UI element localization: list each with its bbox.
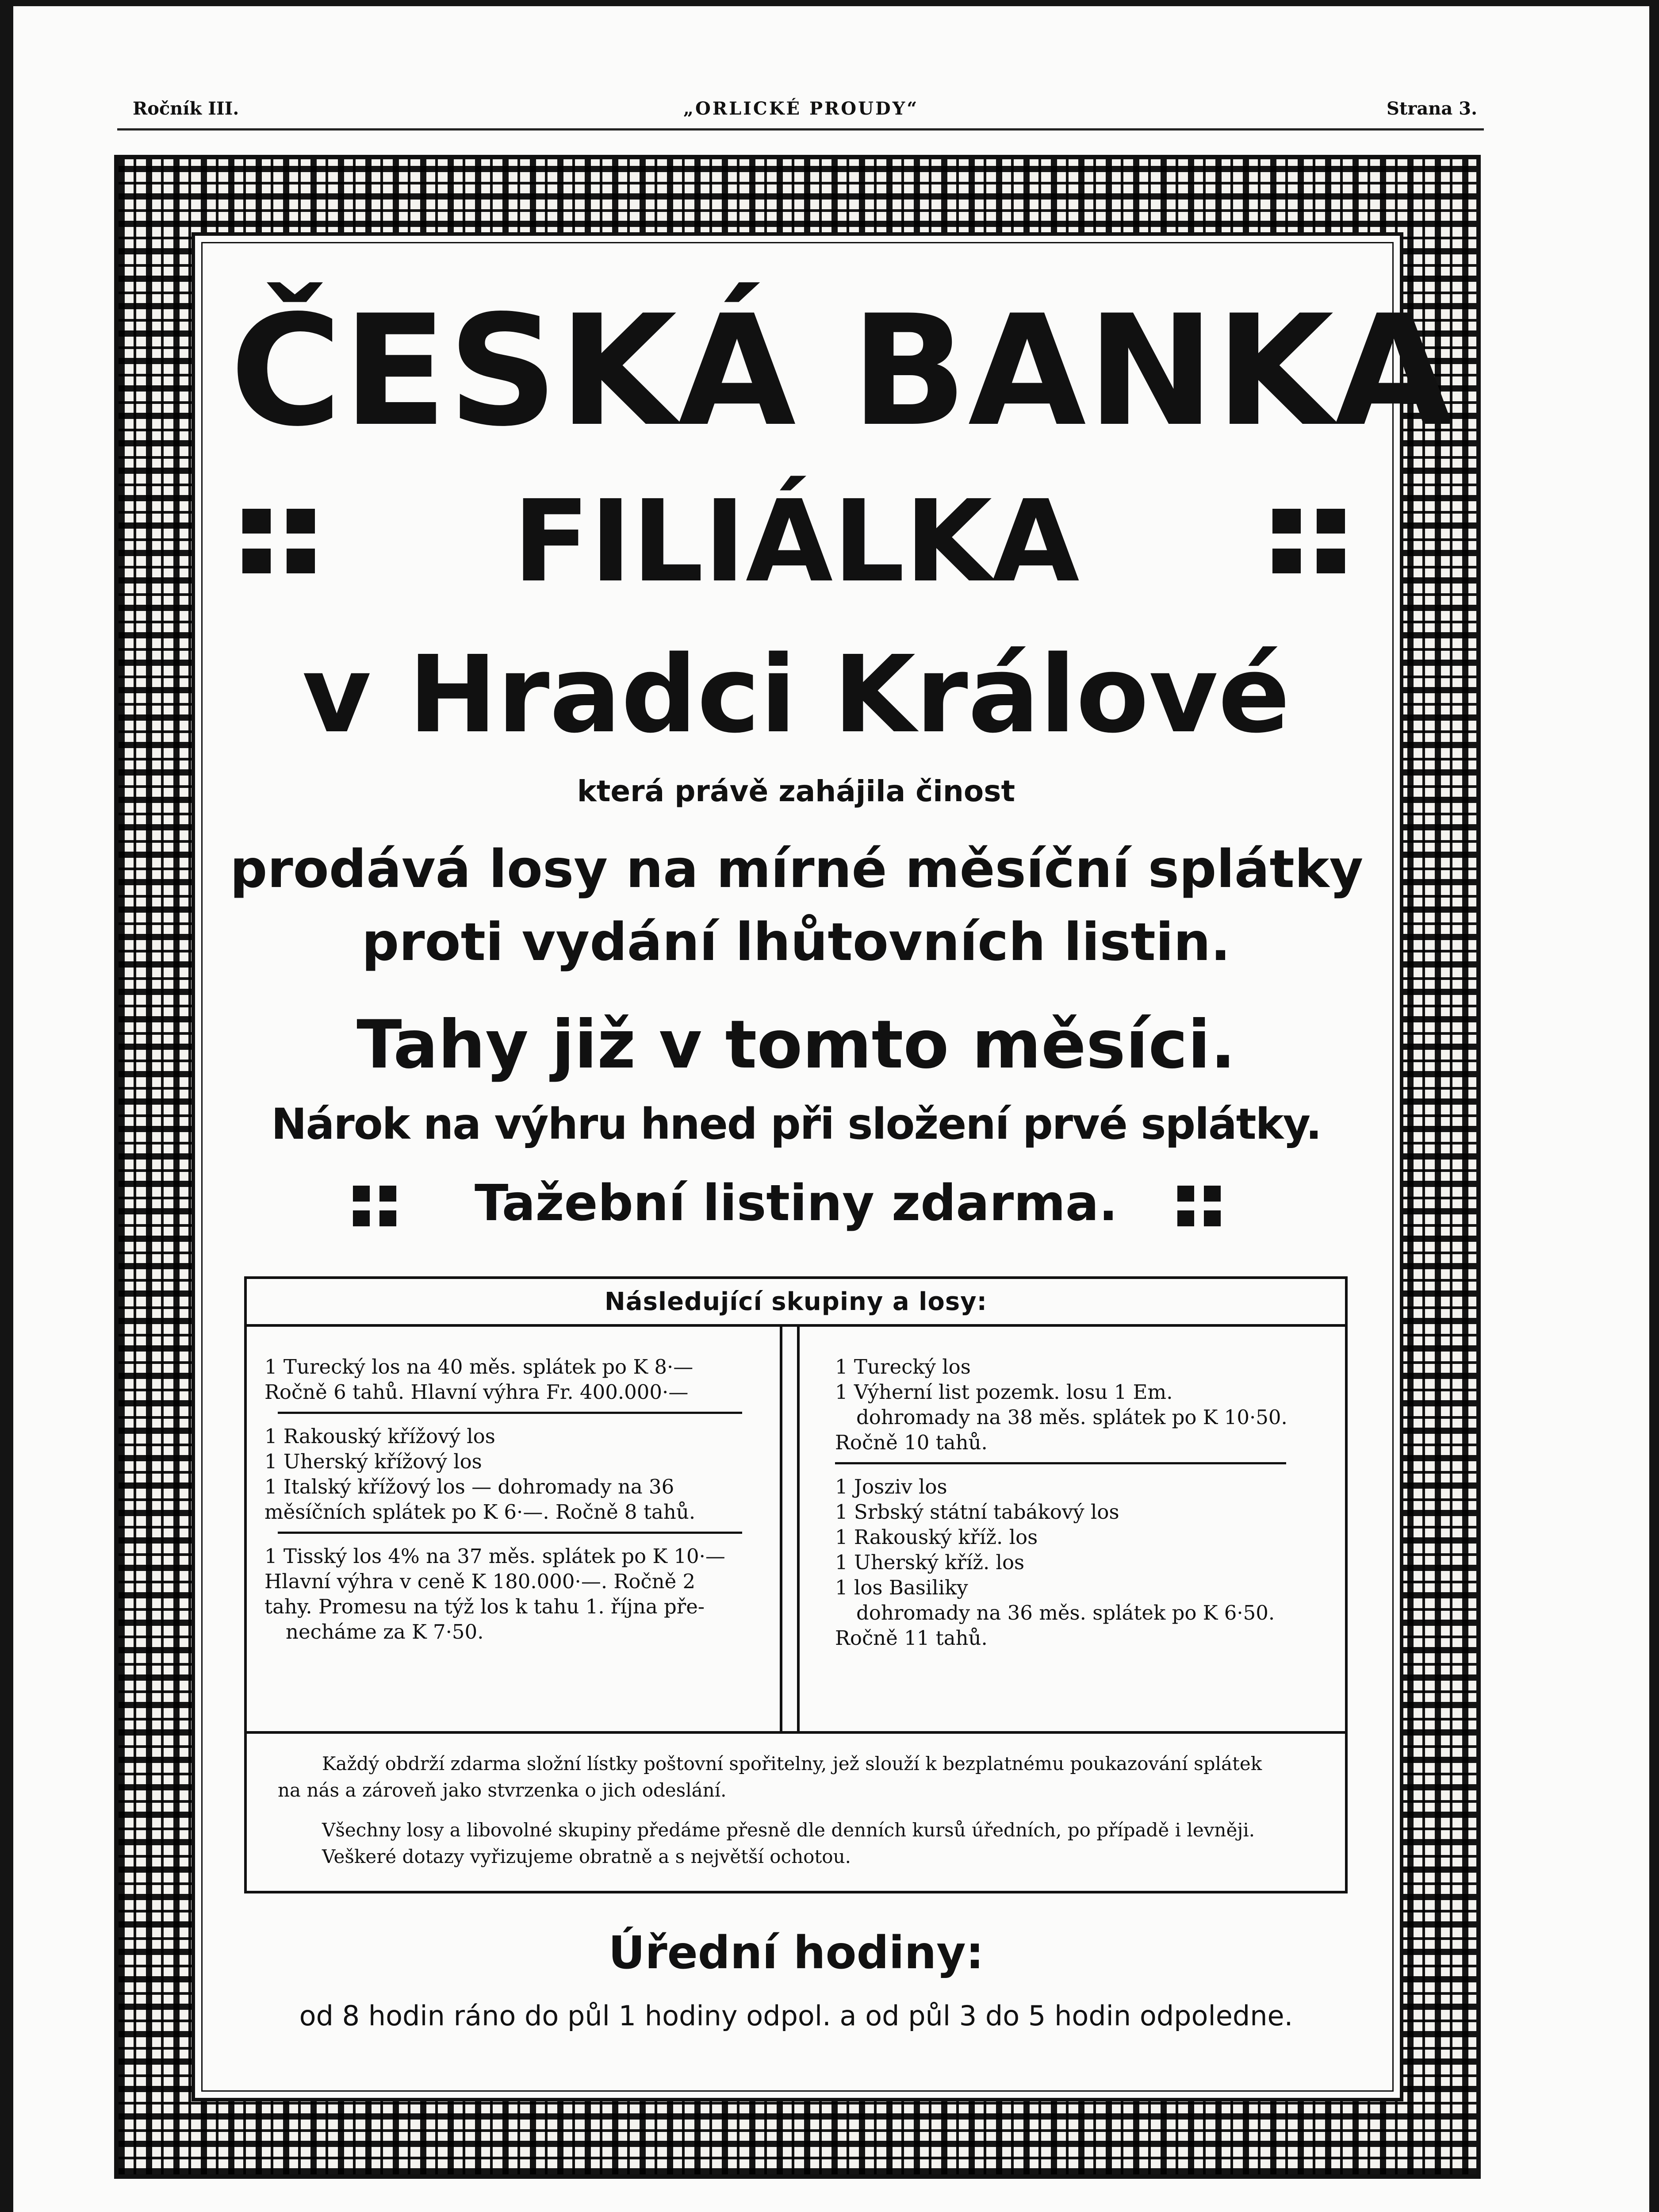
group-line: 1 los Basiliky (835, 1576, 968, 1599)
claim-line: Nárok na výhru hned při složení prvé splátky. (271, 1099, 1321, 1149)
page-header (133, 98, 1477, 125)
group-five-lots (835, 1474, 1326, 1651)
note-line: Veškeré dotazy vyřizujeme obratně a s největší ochotou. (322, 1846, 851, 1867)
newspaper-title: „ORLICKÉ PROUDY“ (683, 98, 919, 119)
group-line: 1 Výherní list pozemk. losu 1 Em. (835, 1380, 1173, 1404)
group-line: 1 Josziv los (835, 1475, 947, 1498)
lottery-groups-table (244, 1276, 1348, 1893)
group-line: Ročně 11 tahů. (835, 1626, 988, 1650)
page-number: Strana 3. (1386, 98, 1477, 119)
group-tisza (264, 1544, 755, 1644)
draws-headline: Tahy již v tomto měsíci. (356, 1006, 1236, 1083)
note-line: na nás a zároveň jako stvrzenka o jich odeslání. (278, 1779, 727, 1801)
group-turkish-land (835, 1354, 1326, 1455)
group-line: 1 Turecký los na 40 měs. splátek po K 8·— (264, 1355, 693, 1379)
groups-left-column (264, 1327, 755, 1731)
note-line: Všechny losy a libovolné skupiny předáme přesně dle denních kursů úředních, po případě i levněji. (322, 1819, 1255, 1841)
group-line: 1 Tisský los 4% na 37 měs. splátek po K 10·— (264, 1544, 725, 1568)
scan-edge-top (0, 0, 1659, 6)
group-line: měsíčních splátek po K 6·—. Ročně 8 tahů. (264, 1500, 696, 1524)
group-line: 1 Srbský státní tabákový los (835, 1500, 1119, 1524)
column-divider (780, 1327, 800, 1731)
group-separator (278, 1532, 742, 1534)
scan-edge-left (0, 0, 13, 2212)
office-hours-text: od 8 hodin ráno do půl 1 hodiny odpol. a od půl 3 do 5 hodin odpoledne. (299, 2000, 1293, 2032)
volume-label: Ročník III. (133, 98, 239, 119)
group-separator (278, 1412, 742, 1414)
subtitle: která právě zahájila činost (577, 774, 1015, 808)
branch-label: FILIÁLKA (513, 476, 1080, 607)
branch-city: v Hradci Králové (302, 633, 1290, 757)
groups-columns (247, 1327, 1345, 1734)
draw-lists-line: Tažební listiny zdarma. (474, 1175, 1118, 1232)
group-line: dohromady na 36 měs. splátek po K 6·50. (856, 1601, 1275, 1624)
groups-right-column (835, 1327, 1326, 1731)
group-line: 1 Turecký los (835, 1355, 971, 1379)
group-line: 1 Uherský křížový los (264, 1450, 482, 1473)
square-ornament-right-icon (1272, 509, 1348, 575)
group-cross-lots (264, 1424, 755, 1525)
office-hours-title: Úřední hodiny: (608, 1927, 984, 1979)
group-turkish (264, 1354, 755, 1405)
group-line: Ročně 10 tahů. (835, 1431, 988, 1454)
group-line: dohromady na 38 měs. splátek po K 10·50. (856, 1406, 1287, 1429)
scan-edge-right (1649, 0, 1659, 2212)
square-ornament-small-right-icon (1177, 1186, 1222, 1230)
groups-heading: Následující skupiny a losy: (247, 1279, 1345, 1327)
header-rule (117, 128, 1484, 131)
note-line: Každý obdrží zdarma složní lístky poštovní spořitelny, jež slouží k bezplatnému poukazování splátek (322, 1753, 1262, 1774)
group-line: tahy. Promesu na týž los k tahu 1. října pře- (264, 1595, 705, 1618)
group-line: 1 Uherský kříž. los (835, 1551, 1025, 1574)
group-line: Hlavní výhra v ceně K 180.000·—. Ročně 2 (264, 1570, 696, 1593)
group-line: 1 Rakouský křížový los (264, 1425, 495, 1448)
group-line: Ročně 6 tahů. Hlavní výhra Fr. 400.000·— (264, 1380, 689, 1404)
group-separator (835, 1462, 1286, 1464)
group-line: necháme za K 7·50. (286, 1620, 484, 1644)
groups-notes (247, 1734, 1345, 1891)
group-line: 1 Italský křížový los — dohromady na 36 (264, 1475, 674, 1498)
offer-line-2: proti vydání lhůtovních listin. (361, 911, 1231, 972)
group-line: 1 Rakouský kříž. los (835, 1525, 1038, 1549)
offer-line-1: prodává losy na mírné měsíční splátky (230, 838, 1364, 899)
bank-name: ČESKÁ BANKA (230, 283, 1454, 460)
